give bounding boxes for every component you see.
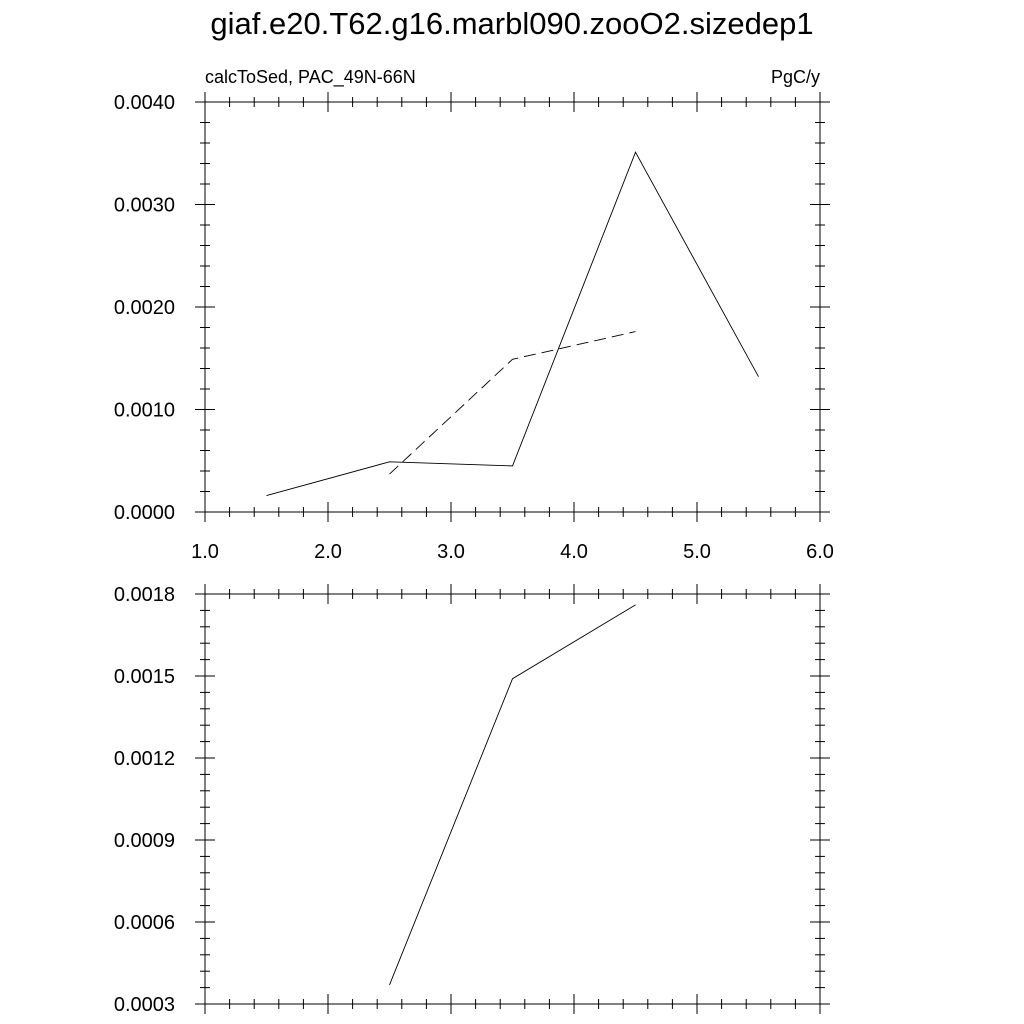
top-plot-x-tick-label: 4.0 <box>560 541 588 563</box>
top-plot-x-tick-label: 2.0 <box>314 541 342 563</box>
bottom-plot-y-tick-label: 0.0015 <box>113 666 175 688</box>
bottom-plot-y-tick-label: 0.0009 <box>113 830 175 852</box>
bottom-plot-series <box>390 605 636 985</box>
bottom-plot-series-1-line <box>390 605 636 985</box>
top-plot <box>114 67 834 563</box>
top-plot-x-tick-label: 6.0 <box>806 541 834 563</box>
bottom-plot-ticks <box>114 584 830 1016</box>
bottom-plot-frame <box>205 594 820 1004</box>
top-plot-series-1-line <box>267 152 759 495</box>
top-plot-y-tick-label: 0.0040 <box>113 92 175 114</box>
top-plot-subtitle-right: PgC/y <box>770 67 820 87</box>
bottom-plot-y-tick-label: 0.0018 <box>113 584 175 606</box>
top-plot-series-2-line <box>390 332 636 475</box>
top-plot-y-tick-label: 0.0010 <box>113 399 175 422</box>
top-plot-subtitle-left: calcToSed, PAC_49N-66N <box>205 67 416 87</box>
top-plot-series <box>267 152 759 495</box>
bottom-plot <box>114 584 830 1016</box>
top-plot-x-tick-label: 1.0 <box>191 541 219 563</box>
page-title: giaf.e20.T62.g16.marbl090.zooO2.sizedep1 <box>210 6 814 41</box>
top-plot-x-tick-label: 5.0 <box>683 541 711 563</box>
top-plot-frame <box>205 102 820 512</box>
top-plot-y-tick-label: 0.0020 <box>113 297 175 319</box>
top-plot-ticks <box>114 92 834 563</box>
top-plot-y-tick-label: 0.0000 <box>113 502 175 524</box>
bottom-plot-y-tick-label: 0.0012 <box>113 748 175 770</box>
bottom-plot-y-tick-label: 0.0006 <box>113 912 175 934</box>
top-plot-x-tick-label: 3.0 <box>437 541 465 563</box>
bottom-plot-y-tick-label: 0.0003 <box>113 994 175 1016</box>
top-plot-y-tick-label: 0.0030 <box>113 194 175 217</box>
